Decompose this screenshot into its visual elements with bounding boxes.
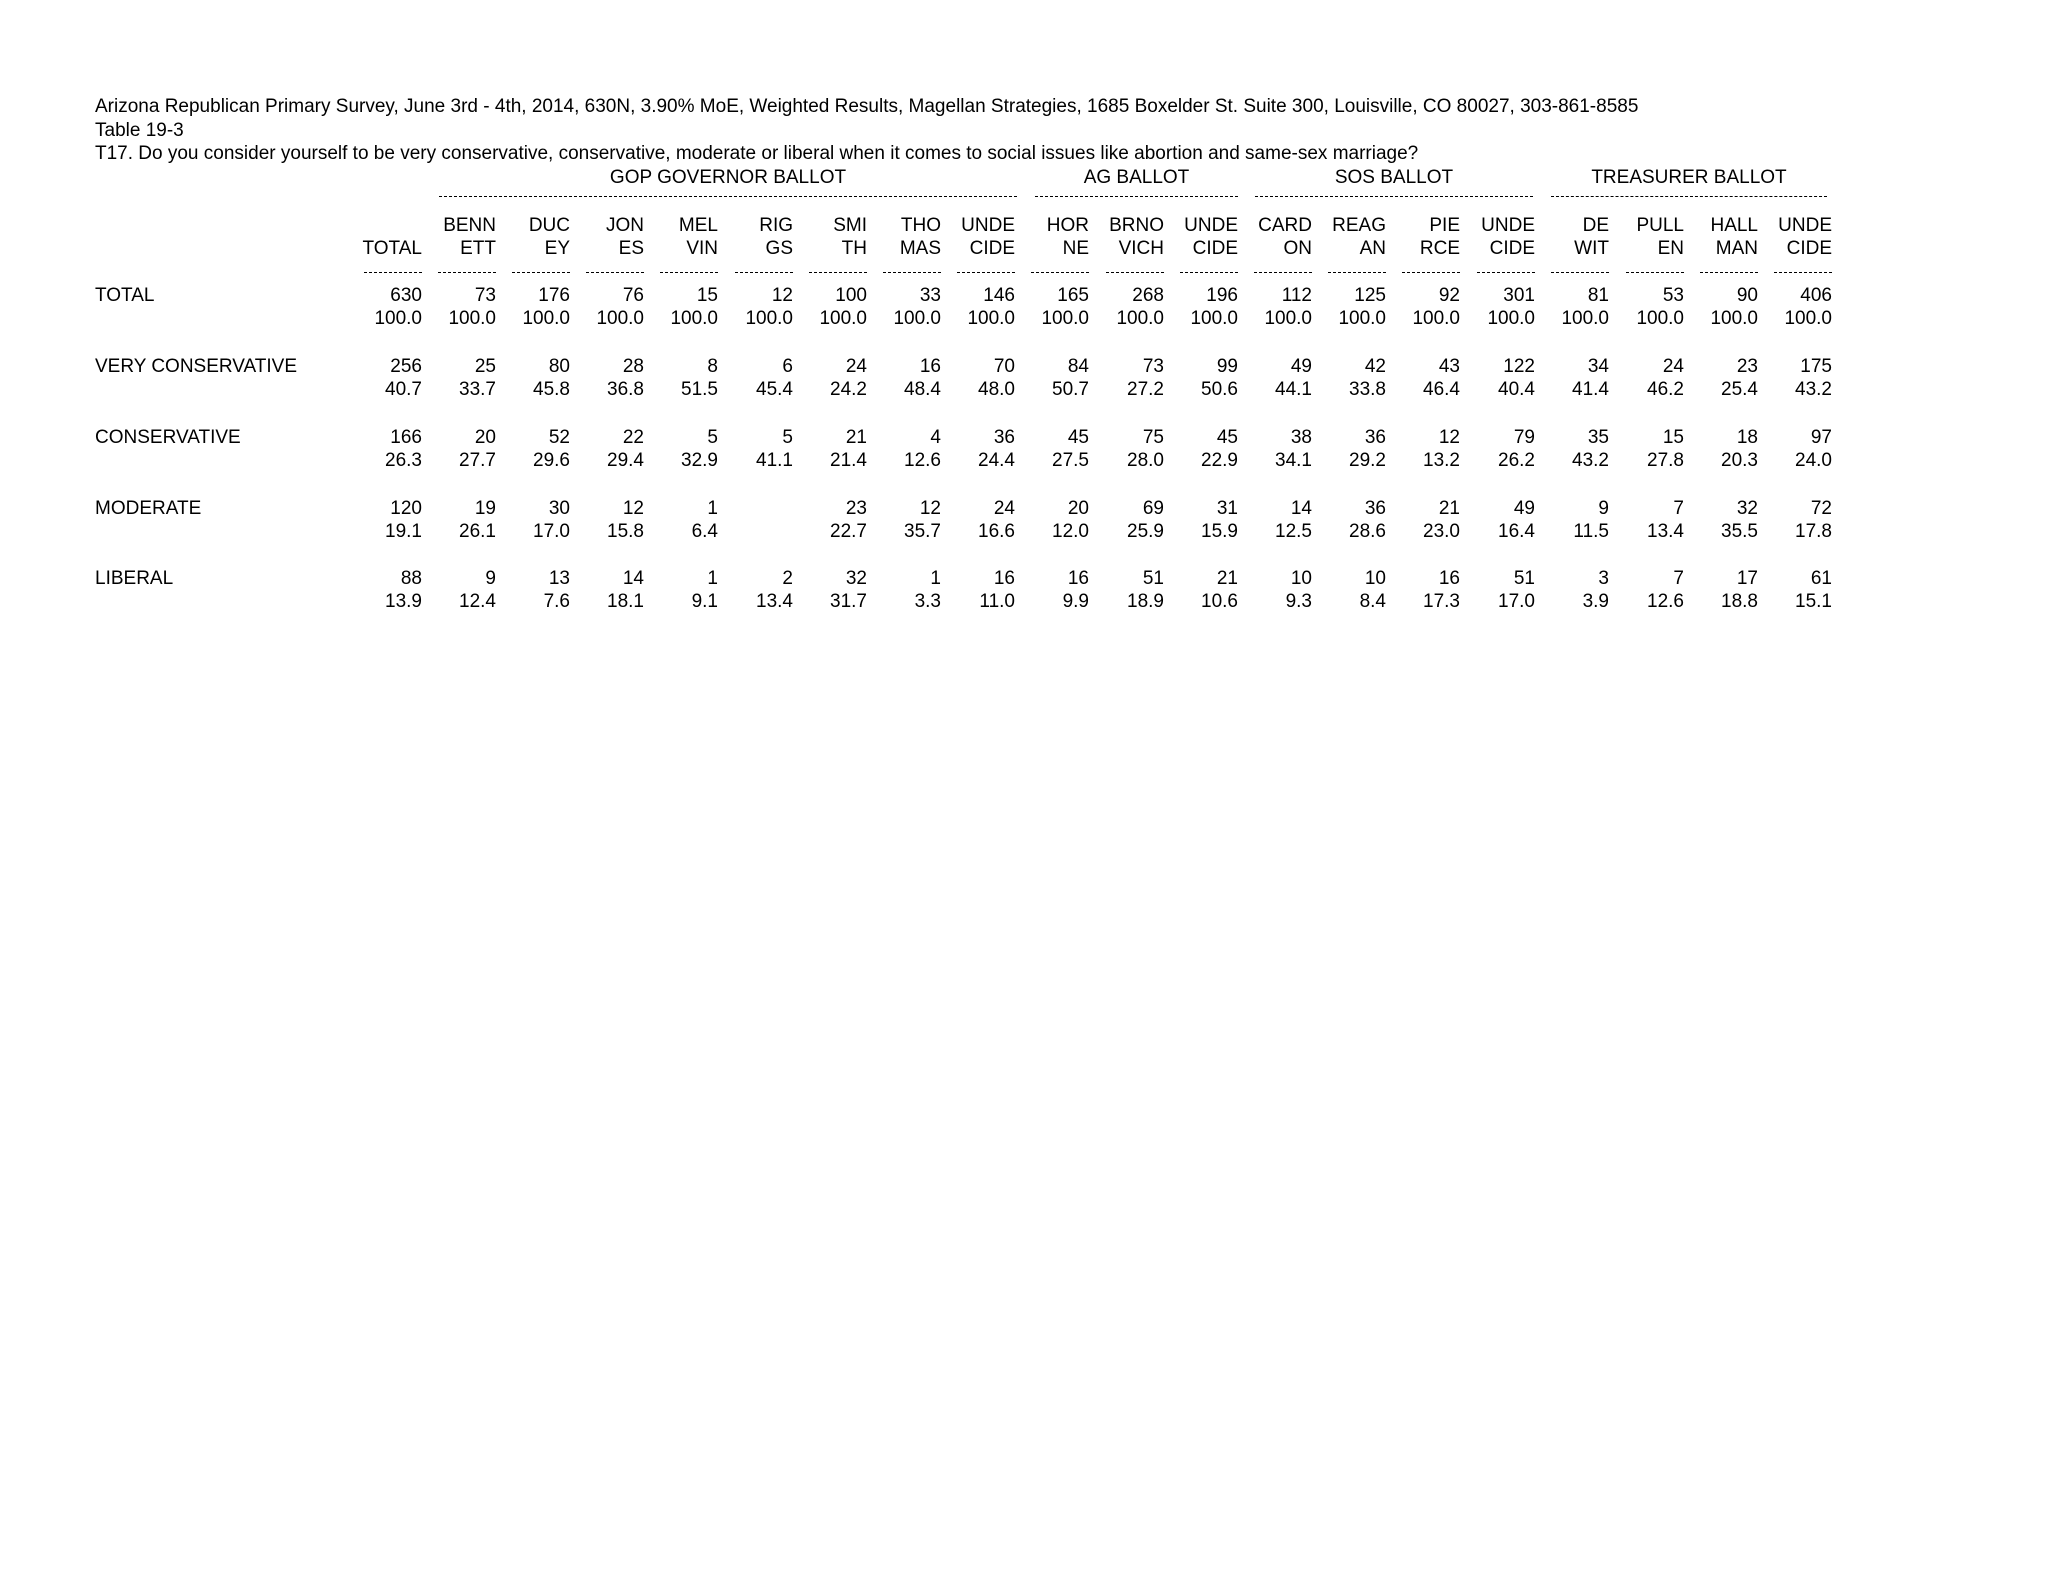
percent-cell: 50.7 <box>1052 379 1089 400</box>
percent-cell: 22.9 <box>1201 450 1238 471</box>
count-cell: 10 <box>1290 568 1312 589</box>
percent-cell: 19.1 <box>385 521 422 542</box>
column-divider <box>1106 272 1164 273</box>
column-header-line1: UNDE <box>961 215 1015 236</box>
count-cell: 20 <box>1067 498 1089 519</box>
column-header <box>646 214 718 260</box>
percent-cell: 25.4 <box>1721 379 1758 400</box>
column-header-line2: TH <box>841 238 867 259</box>
column-header-line1: HOR <box>1046 215 1089 236</box>
column-header <box>1760 214 1832 260</box>
column-divider <box>883 272 941 273</box>
percent-cell: 45.8 <box>533 379 570 400</box>
column-divider <box>1402 272 1460 273</box>
count-cell: 25 <box>474 356 496 377</box>
percent-cell: 43.2 <box>1572 450 1609 471</box>
count-cell: 7 <box>1673 498 1684 519</box>
group-header: TREASURER BALLOT <box>1591 167 1787 188</box>
percent-cell: 20.3 <box>1721 450 1758 471</box>
column-header-line2: VIN <box>686 238 718 259</box>
table-id: Table 19-3 <box>95 120 184 141</box>
percent-cell: 10.6 <box>1201 591 1238 612</box>
column-divider <box>660 272 718 273</box>
column-header <box>1314 214 1386 260</box>
column-header-line1: UNDE <box>1778 215 1832 236</box>
count-cell: 49 <box>1513 498 1535 519</box>
percent-cell: 22.7 <box>830 521 867 542</box>
percent-cell: 3.9 <box>1582 591 1609 612</box>
percent-cell: 100.0 <box>448 308 496 329</box>
percent-cell: 48.4 <box>904 379 941 400</box>
count-cell: 165 <box>1057 285 1089 306</box>
count-cell: 21 <box>845 427 867 448</box>
percent-cell: 18.1 <box>607 591 644 612</box>
count-cell: 12 <box>1438 427 1460 448</box>
column-header-line2: MAS <box>899 238 941 259</box>
percent-cell: 26.1 <box>459 521 496 542</box>
percent-cell: 26.3 <box>385 450 422 471</box>
count-cell: 1 <box>707 498 718 519</box>
count-cell: 42 <box>1364 356 1386 377</box>
percent-cell: 100.0 <box>596 308 644 329</box>
percent-cell: 100.0 <box>1784 308 1832 329</box>
count-cell: 90 <box>1736 285 1758 306</box>
group-header: GOP GOVERNOR BALLOT <box>609 167 847 188</box>
count-cell: 146 <box>983 285 1015 306</box>
row-label: VERY CONSERVATIVE <box>95 356 298 377</box>
percent-cell: 12.0 <box>1052 521 1089 542</box>
column-header-line1: SMI <box>833 215 867 236</box>
column-header <box>795 214 867 260</box>
column-header-line2: ES <box>618 238 644 259</box>
percent-cell: 21.4 <box>830 450 867 471</box>
percent-cell: 100.0 <box>967 308 1015 329</box>
count-cell: 15 <box>696 285 718 306</box>
percent-cell: 51.5 <box>681 379 718 400</box>
percent-cell: 100.0 <box>1561 308 1609 329</box>
percent-cell: 100.0 <box>893 308 941 329</box>
percent-cell: 100.0 <box>1412 308 1460 329</box>
percent-cell: 12.6 <box>1647 591 1684 612</box>
percent-cell: 100.0 <box>819 308 867 329</box>
count-cell: 30 <box>548 498 570 519</box>
count-cell: 45 <box>1216 427 1238 448</box>
column-header-line2: CIDE <box>1786 238 1832 259</box>
count-cell: 176 <box>538 285 570 306</box>
column-header <box>1240 214 1312 260</box>
percent-cell: 100.0 <box>1116 308 1164 329</box>
count-cell: 45 <box>1067 427 1089 448</box>
column-header <box>1686 214 1758 260</box>
count-cell: 196 <box>1206 285 1238 306</box>
column-header <box>424 214 496 260</box>
percent-cell: 36.8 <box>607 379 644 400</box>
column-header-line1: DUC <box>528 215 570 236</box>
count-cell: 12 <box>919 498 941 519</box>
column-header <box>572 214 644 260</box>
group-header: SOS BALLOT <box>1334 167 1454 188</box>
percent-cell: 29.6 <box>533 450 570 471</box>
count-cell: 97 <box>1810 427 1832 448</box>
count-cell: 38 <box>1290 427 1312 448</box>
count-cell: 32 <box>845 568 867 589</box>
column-divider <box>1477 272 1535 273</box>
column-header-line1: UNDE <box>1184 215 1238 236</box>
count-cell: 21 <box>1438 498 1460 519</box>
percent-cell: 11.5 <box>1573 521 1609 542</box>
column-header-line1: UNDE <box>1481 215 1535 236</box>
column-header-line1: HALL <box>1710 215 1758 236</box>
column-header-line1: DE <box>1582 215 1609 236</box>
count-cell: 14 <box>622 568 644 589</box>
count-cell: 12 <box>622 498 644 519</box>
column-header-line2: CIDE <box>1192 238 1238 259</box>
count-cell: 52 <box>548 427 570 448</box>
percent-cell: 41.4 <box>1572 379 1609 400</box>
percent-cell: 100.0 <box>1041 308 1089 329</box>
column-header-line1: BRNO <box>1109 215 1164 236</box>
percent-cell: 13.9 <box>385 591 422 612</box>
count-cell: 49 <box>1290 356 1312 377</box>
percent-cell: 9.3 <box>1285 591 1312 612</box>
percent-cell: 100.0 <box>1264 308 1312 329</box>
percent-cell: 46.4 <box>1423 379 1460 400</box>
count-cell: 33 <box>919 285 941 306</box>
count-cell: 32 <box>1736 498 1758 519</box>
count-cell: 13 <box>548 568 570 589</box>
percent-cell: 18.9 <box>1127 591 1164 612</box>
percent-cell: 16.4 <box>1498 521 1535 542</box>
count-cell: 75 <box>1142 427 1164 448</box>
count-cell: 84 <box>1067 356 1089 377</box>
group-divider <box>1551 196 1827 197</box>
count-cell: 22 <box>622 427 644 448</box>
percent-cell: 15.9 <box>1201 521 1238 542</box>
percent-cell: 31.7 <box>830 591 867 612</box>
count-cell: 88 <box>400 568 422 589</box>
count-cell: 122 <box>1503 356 1535 377</box>
column-divider <box>1774 272 1832 273</box>
column-header-line1: BENN <box>443 215 496 236</box>
count-cell: 23 <box>845 498 867 519</box>
column-divider <box>957 272 1015 273</box>
count-cell: 301 <box>1503 285 1535 306</box>
count-cell: 7 <box>1673 568 1684 589</box>
column-header <box>1463 214 1535 260</box>
column-header-line2: CIDE <box>969 238 1015 259</box>
column-header <box>943 214 1015 260</box>
percent-cell: 40.4 <box>1498 379 1535 400</box>
percent-cell: 33.8 <box>1349 379 1386 400</box>
count-cell: 14 <box>1290 498 1312 519</box>
count-cell: 16 <box>919 356 941 377</box>
row-label: LIBERAL <box>95 568 174 589</box>
percent-cell: 100.0 <box>522 308 570 329</box>
column-divider <box>735 272 793 273</box>
count-cell: 120 <box>390 498 422 519</box>
column-header <box>498 214 570 260</box>
percent-cell: 13.4 <box>756 591 793 612</box>
count-cell: 406 <box>1800 285 1832 306</box>
count-cell: 34 <box>1587 356 1609 377</box>
count-cell: 72 <box>1810 498 1832 519</box>
percent-cell: 9.1 <box>691 591 718 612</box>
column-header-line2: AN <box>1359 238 1386 259</box>
column-divider <box>1551 272 1609 273</box>
percent-cell: 23.0 <box>1423 521 1460 542</box>
count-cell: 69 <box>1142 498 1164 519</box>
group-header: AG BALLOT <box>1083 167 1190 188</box>
count-cell: 5 <box>782 427 793 448</box>
count-cell: 24 <box>993 498 1015 519</box>
percent-cell: 12.5 <box>1275 521 1312 542</box>
column-header-line1: PULL <box>1636 215 1684 236</box>
column-header-line2: VICH <box>1118 238 1164 259</box>
column-header-line2: WIT <box>1574 238 1609 259</box>
percent-cell: 100.0 <box>1190 308 1238 329</box>
percent-cell: 15.1 <box>1795 591 1832 612</box>
percent-cell: 45.4 <box>756 379 793 400</box>
percent-cell: 35.5 <box>1721 521 1758 542</box>
percent-cell: 6.4 <box>691 521 718 542</box>
column-header-line2: RCE <box>1419 238 1460 259</box>
percent-cell: 46.2 <box>1647 379 1684 400</box>
column-divider <box>512 272 570 273</box>
percent-cell: 43.2 <box>1795 379 1832 400</box>
column-header-line1: REAG <box>1332 215 1386 236</box>
count-cell: 17 <box>1736 568 1758 589</box>
percent-cell: 40.7 <box>385 379 422 400</box>
percent-cell: 27.2 <box>1127 379 1164 400</box>
count-cell: 15 <box>1662 427 1684 448</box>
percent-cell: 100.0 <box>1338 308 1386 329</box>
percent-cell: 100.0 <box>1710 308 1758 329</box>
percent-cell: 3.3 <box>914 591 941 612</box>
percent-cell: 12.4 <box>459 591 496 612</box>
column-header-line2: CIDE <box>1489 238 1535 259</box>
row-label: CONSERVATIVE <box>95 427 241 448</box>
percent-cell: 29.4 <box>607 450 644 471</box>
percent-cell: 12.6 <box>904 450 941 471</box>
row-label: MODERATE <box>95 498 202 519</box>
count-cell: 24 <box>845 356 867 377</box>
percent-cell: 100.0 <box>745 308 793 329</box>
percent-cell: 24.2 <box>830 379 867 400</box>
percent-cell: 24.4 <box>978 450 1015 471</box>
column-header-line2: MAN <box>1715 238 1758 259</box>
count-cell: 9 <box>485 568 496 589</box>
percent-cell: 50.6 <box>1201 379 1238 400</box>
count-cell: 79 <box>1513 427 1535 448</box>
column-header-line1 <box>350 214 422 237</box>
count-cell: 16 <box>1438 568 1460 589</box>
count-cell: 125 <box>1354 285 1386 306</box>
count-cell: 5 <box>707 427 718 448</box>
count-cell: 3 <box>1598 568 1609 589</box>
column-divider <box>1328 272 1386 273</box>
count-cell: 175 <box>1800 356 1832 377</box>
percent-cell: 100.0 <box>1487 308 1535 329</box>
group-divider <box>1255 196 1533 197</box>
column-header <box>1017 214 1089 260</box>
count-cell: 10 <box>1364 568 1386 589</box>
percent-cell: 100.0 <box>670 308 718 329</box>
column-header-line2: EN <box>1657 238 1684 259</box>
count-cell: 630 <box>390 285 422 306</box>
survey-title: Arizona Republican Primary Survey, June 3rd - 4th, 2014, 630N, 3.90% MoE, Weighted Results, Magellan Strategies, 1685 Boxelder St. Suite 300, Louisville, CO 80027, 303-861-8585 <box>95 96 1639 117</box>
count-cell: 12 <box>771 285 793 306</box>
percent-cell: 17.3 <box>1423 591 1460 612</box>
column-header <box>1166 214 1238 260</box>
count-cell: 51 <box>1142 568 1164 589</box>
percent-cell: 26.2 <box>1498 450 1535 471</box>
percent-cell: 34.1 <box>1275 450 1312 471</box>
column-header-line1: JON <box>606 215 644 236</box>
count-cell: 61 <box>1810 568 1832 589</box>
percent-cell: 33.7 <box>459 379 496 400</box>
column-header-line1: THO <box>900 215 941 236</box>
percent-cell: 48.0 <box>978 379 1015 400</box>
column-header <box>350 214 422 260</box>
percent-cell: 13.2 <box>1423 450 1460 471</box>
column-divider <box>438 272 496 273</box>
column-header-line1: PIE <box>1429 215 1460 236</box>
percent-cell: 17.0 <box>1498 591 1535 612</box>
count-cell: 36 <box>1364 498 1386 519</box>
percent-cell: 100.0 <box>374 308 422 329</box>
column-divider <box>1626 272 1684 273</box>
percent-cell: 28.0 <box>1127 450 1164 471</box>
column-header <box>721 214 793 260</box>
count-cell: 100 <box>835 285 867 306</box>
column-divider <box>809 272 867 273</box>
count-cell: 23 <box>1736 356 1758 377</box>
percent-cell: 11.0 <box>979 591 1015 612</box>
count-cell: 24 <box>1662 356 1684 377</box>
percent-cell: 28.6 <box>1349 521 1386 542</box>
count-cell: 92 <box>1438 285 1460 306</box>
row-label: TOTAL <box>95 285 155 306</box>
column-header-line1: RIG <box>759 215 793 236</box>
percent-cell: 8.4 <box>1359 591 1386 612</box>
count-cell: 166 <box>390 427 422 448</box>
count-cell: 76 <box>622 285 644 306</box>
percent-cell: 24.0 <box>1795 450 1832 471</box>
count-cell: 268 <box>1132 285 1164 306</box>
group-divider <box>439 196 1017 197</box>
count-cell: 43 <box>1438 356 1460 377</box>
percent-cell: 9.9 <box>1062 591 1089 612</box>
column-header-line2: TOTAL <box>362 238 422 259</box>
column-divider <box>1031 272 1089 273</box>
count-cell: 6 <box>782 356 793 377</box>
count-cell: 51 <box>1513 568 1535 589</box>
percent-cell: 27.5 <box>1052 450 1089 471</box>
column-header <box>1388 214 1460 260</box>
count-cell: 20 <box>474 427 496 448</box>
column-header <box>1612 214 1684 260</box>
count-cell: 31 <box>1216 498 1238 519</box>
count-cell: 16 <box>993 568 1015 589</box>
column-header <box>869 214 941 260</box>
count-cell: 81 <box>1587 285 1609 306</box>
column-header-line1: MEL <box>678 215 718 236</box>
column-header-line2: ON <box>1283 238 1312 259</box>
count-cell: 9 <box>1598 498 1609 519</box>
question-text: T17. Do you consider yourself to be very conservative, conservative, moderate or liberal when it comes to social issues like abortion and same-sex marriage? <box>95 143 1419 164</box>
count-cell: 36 <box>993 427 1015 448</box>
percent-cell: 17.0 <box>533 521 570 542</box>
column-header-line2: ETT <box>460 238 496 259</box>
percent-cell: 15.8 <box>607 521 644 542</box>
count-cell: 8 <box>707 356 718 377</box>
column-header-line1: CARD <box>1258 215 1312 236</box>
count-cell: 99 <box>1216 356 1238 377</box>
group-divider <box>1035 196 1238 197</box>
percent-cell: 32.9 <box>681 450 718 471</box>
percent-cell: 27.7 <box>459 450 496 471</box>
percent-cell: 7.6 <box>543 591 570 612</box>
count-cell: 2 <box>782 568 793 589</box>
percent-cell: 18.8 <box>1721 591 1758 612</box>
count-cell: 70 <box>993 356 1015 377</box>
count-cell: 112 <box>1281 285 1312 306</box>
count-cell: 18 <box>1736 427 1758 448</box>
count-cell: 73 <box>474 285 496 306</box>
count-cell: 53 <box>1662 285 1684 306</box>
column-divider <box>1700 272 1758 273</box>
count-cell: 35 <box>1587 427 1609 448</box>
count-cell: 1 <box>930 568 941 589</box>
column-divider <box>364 272 422 273</box>
column-header-line2: NE <box>1062 238 1089 259</box>
count-cell: 16 <box>1067 568 1089 589</box>
count-cell: 4 <box>930 427 941 448</box>
percent-cell: 16.6 <box>978 521 1015 542</box>
percent-cell: 35.7 <box>904 521 941 542</box>
column-divider <box>1180 272 1238 273</box>
column-divider <box>1254 272 1312 273</box>
percent-cell: 100.0 <box>1636 308 1684 329</box>
percent-cell: 29.2 <box>1349 450 1386 471</box>
count-cell: 80 <box>548 356 570 377</box>
percent-cell: 44.1 <box>1275 379 1312 400</box>
count-cell: 1 <box>707 568 718 589</box>
column-header <box>1092 214 1164 260</box>
percent-cell: 27.8 <box>1647 450 1684 471</box>
column-divider <box>586 272 644 273</box>
percent-cell: 13.4 <box>1647 521 1684 542</box>
percent-cell: 41.1 <box>756 450 793 471</box>
count-cell: 256 <box>390 356 422 377</box>
count-cell: 36 <box>1364 427 1386 448</box>
percent-cell: 17.8 <box>1795 521 1832 542</box>
count-cell: 73 <box>1142 356 1164 377</box>
column-header <box>1537 214 1609 260</box>
count-cell: 21 <box>1216 568 1238 589</box>
column-header-line2: GS <box>765 238 793 259</box>
count-cell: 19 <box>474 498 496 519</box>
percent-cell: 25.9 <box>1127 521 1164 542</box>
count-cell: 28 <box>622 356 644 377</box>
column-header-line2: EY <box>544 238 570 259</box>
